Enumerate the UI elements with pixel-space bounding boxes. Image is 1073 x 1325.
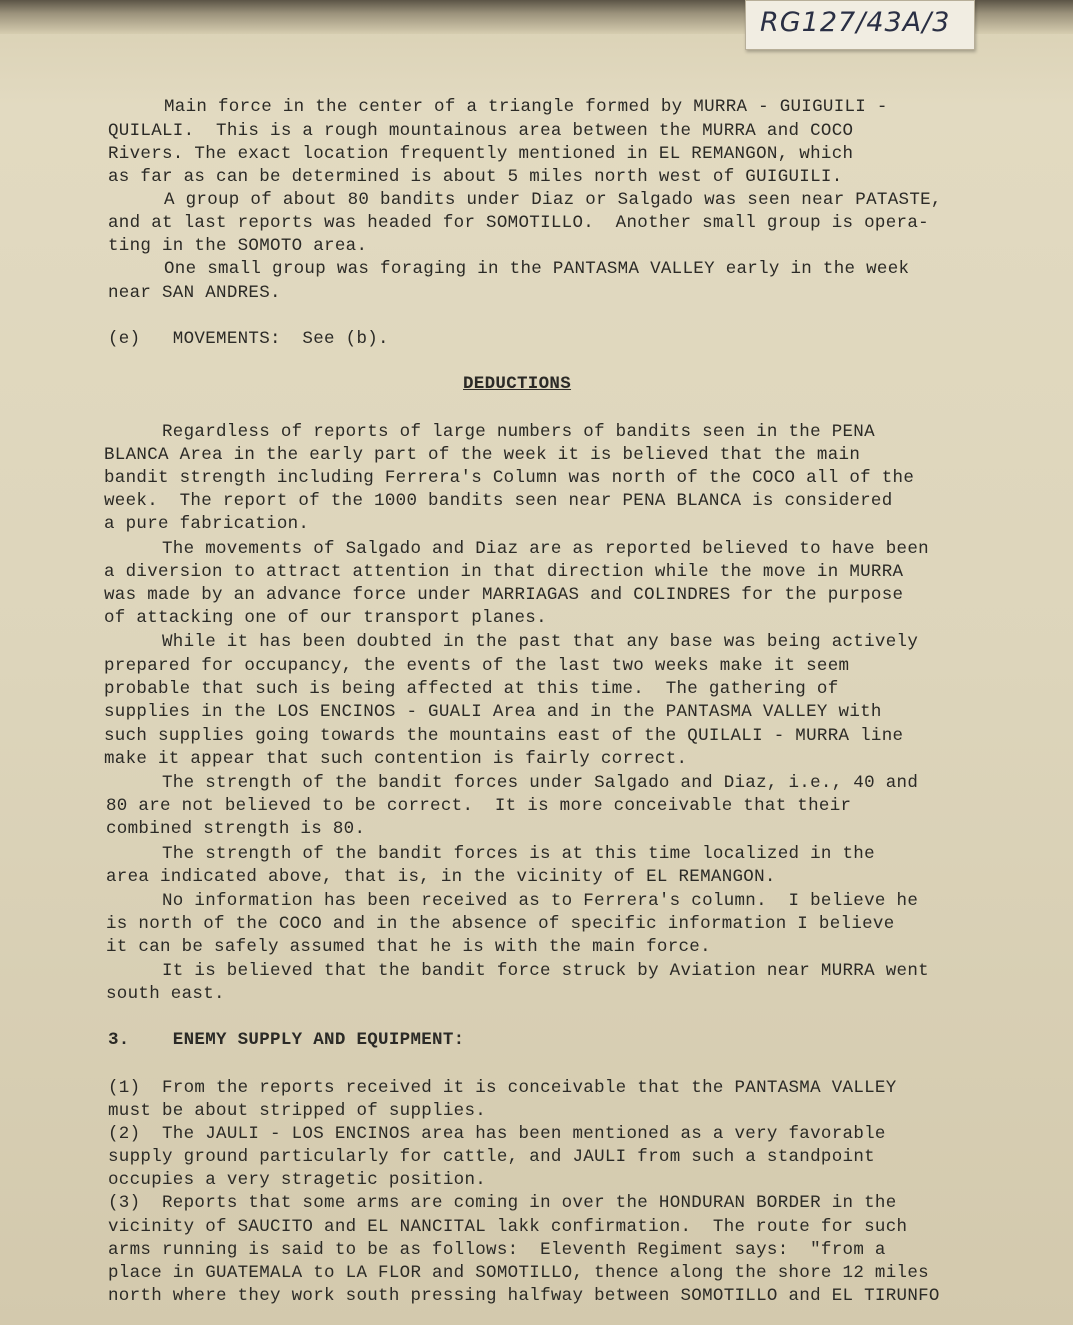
text-line: (2) The JAULI - LOS ENCINOS area has been mentioned as a very favorable bbox=[108, 1124, 886, 1144]
text-line: north where they work south pressing halfway between SOMOTILLO and EL TIRUNFO bbox=[108, 1286, 940, 1306]
text-line: near SAN ANDRES. bbox=[108, 283, 281, 303]
text-line: area indicated above, that is, in the vicinity of EL REMANGON. bbox=[106, 867, 776, 887]
text-line: bandit strength including Ferrera's Column was north of the COCO all of the bbox=[104, 468, 915, 488]
text-line: BLANCA Area in the early part of the week it is believed that the main bbox=[104, 445, 861, 465]
text-line: Regardless of reports of large numbers of bandits seen in the PENA bbox=[162, 422, 875, 442]
text-line: One small group was foraging in the PANTASMA VALLEY early in the week bbox=[164, 259, 910, 279]
text-line: must be about stripped of supplies. bbox=[108, 1101, 487, 1121]
deductions-heading: DEDUCTIONS bbox=[463, 374, 572, 394]
text-line: as far as can be determined is about 5 miles north west of GUIGUILI. bbox=[108, 167, 843, 187]
text-line: The strength of the bandit forces is at this time localized in the bbox=[162, 844, 875, 864]
text-line: Rivers. The exact location frequently mentioned in EL REMANGON, which bbox=[108, 144, 854, 164]
text-line: Main force in the center of a triangle formed by MURRA - GUIGUILI - bbox=[164, 97, 888, 117]
text-line: (3) Reports that some arms are coming in over the HONDURAN BORDER in the bbox=[108, 1193, 897, 1213]
text-line: probable that such is being affected at this time. The gathering of bbox=[104, 679, 839, 699]
text-line: of attacking one of our transport planes. bbox=[104, 608, 547, 628]
section-3-heading: 3. ENEMY SUPPLY AND EQUIPMENT: bbox=[108, 1030, 465, 1050]
text-line: is north of the COCO and in the absence of specific information I believe bbox=[106, 914, 895, 934]
text-line: While it has been doubted in the past that any base was being actively bbox=[162, 632, 919, 652]
text-line: 80 are not believed to be correct. It is more conceivable that their bbox=[106, 796, 852, 816]
text-line: QUILALI. This is a rough mountainous area between the MURRA and COCO bbox=[108, 121, 854, 141]
text-line: week. The report of the 1000 bandits seen near PENA BLANCA is considered bbox=[104, 491, 893, 511]
text-line: A group of about 80 bandits under Diaz or Salgado was seen near PATASTE, bbox=[164, 190, 942, 210]
text-line: The movements of Salgado and Diaz are as reported believed to have been bbox=[162, 539, 929, 559]
text-line: and at last reports was headed for SOMOTILLO. Another small group is opera- bbox=[108, 213, 929, 233]
text-line: arms running is said to be as follows: Eleventh Regiment says: "from a bbox=[108, 1240, 886, 1260]
text-line: such supplies going towards the mountains east of the QUILALI - MURRA line bbox=[104, 726, 904, 746]
text-line: supplies in the LOS ENCINOS - GUALI Area and in the PANTASMA VALLEY with bbox=[104, 702, 882, 722]
text-line: ting in the SOMOTO area. bbox=[108, 236, 368, 256]
text-line: supply ground particularly for cattle, and JAULI from such a standpoint bbox=[108, 1147, 875, 1167]
text-line: was made by an advance force under MARRIAGAS and COLINDRES for the purpose bbox=[104, 585, 904, 605]
text-line: (1) From the reports received it is conceivable that the PANTASMA VALLEY bbox=[108, 1078, 897, 1098]
text-line: prepared for occupancy, the events of the last two weeks make it seem bbox=[104, 656, 850, 676]
text-line: south east. bbox=[106, 984, 225, 1004]
text-line: a diversion to attract attention in that direction while the move in MURRA bbox=[104, 562, 904, 582]
text-line: vicinity of SAUCITO and EL NANCITAL lakk confirmation. The route for such bbox=[108, 1217, 908, 1237]
archive-reference: RG127/43A/3 bbox=[760, 7, 951, 38]
text-line: It is believed that the bandit force struck by Aviation near MURRA went bbox=[162, 961, 929, 981]
text-line: place in GUATEMALA to LA FLOR and SOMOTILLO, thence along the shore 12 miles bbox=[108, 1263, 929, 1283]
text-line: The strength of the bandit forces under Salgado and Diaz, i.e., 40 and bbox=[162, 773, 919, 793]
text-line: occupies a very stragetic position. bbox=[108, 1170, 487, 1190]
text-line: combined strength is 80. bbox=[106, 819, 366, 839]
text-line: it can be safely assumed that he is with the main force. bbox=[106, 937, 711, 957]
text-line: make it appear that such contention is fairly correct. bbox=[104, 749, 688, 769]
text-line: No information has been received as to Ferrera's column. I believe he bbox=[162, 891, 919, 911]
movements-line: (e) MOVEMENTS: See (b). bbox=[108, 329, 389, 349]
text-line: a pure fabrication. bbox=[104, 514, 310, 534]
